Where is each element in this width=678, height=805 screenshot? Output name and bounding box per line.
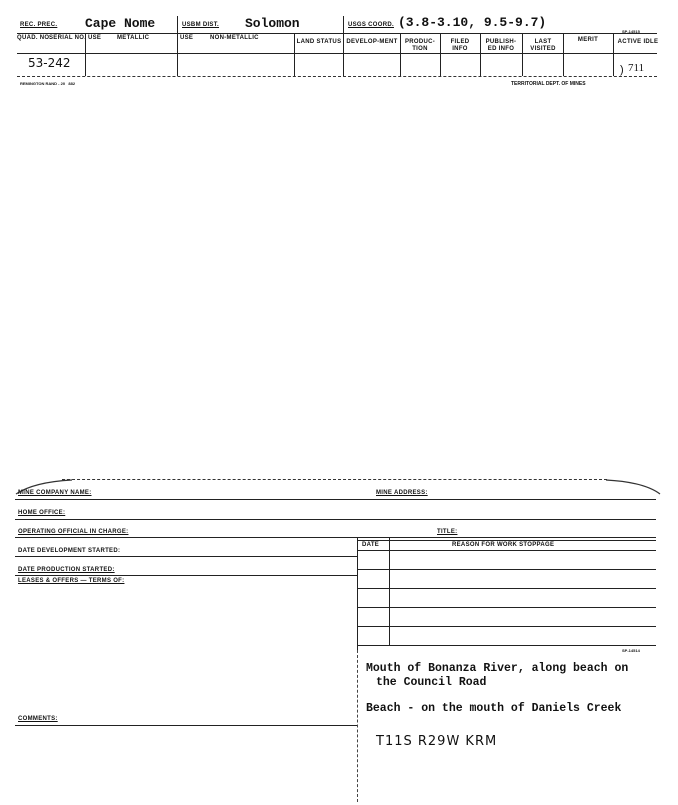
location-note-line-2: the Council Road — [376, 676, 487, 689]
comments-label: COMMENTS: — [18, 716, 58, 722]
reason-column-label: REASON FOR WORK STOPPAGE — [452, 542, 555, 548]
location-note-line-1: Mouth of Bonanza River, along beach on — [366, 662, 629, 675]
date-development-label: DATE DEVELOPMENT STARTED: — [18, 548, 121, 554]
mine-address-label: MINE ADDRESS: — [376, 490, 428, 496]
quad-serial-value: 53-242 — [28, 56, 71, 70]
handwritten-township-range: T11S R29W KRM — [376, 734, 498, 749]
front-form-number: SP-14515 — [622, 29, 640, 34]
merit-label: MERIT — [577, 37, 599, 43]
active-idle-bracket: ) — [620, 64, 624, 76]
back-form-number: SP-14514 — [622, 648, 640, 653]
active-idle-label: ACTIVE IDLE — [617, 39, 659, 45]
printer-label: REMINGTON RAND - 20 882 — [20, 81, 76, 86]
card-corner-right — [604, 476, 664, 496]
production-label: PRODUC-TION — [404, 39, 436, 52]
development-label: DEVELOP-MENT — [346, 39, 398, 45]
department-label: TERRITORIAL DEPT. OF MINES — [511, 81, 586, 87]
date-production-label: DATE PRODUCTION STARTED: — [18, 567, 115, 573]
usbm-dist-label: USBM DIST. — [182, 22, 220, 28]
use-label-1: USE — [88, 35, 102, 41]
usgs-coord-label: USGS COORD. — [348, 22, 394, 28]
location-note-line-3: Beach - on the mouth of Daniels Creek — [366, 702, 622, 715]
home-office-label: HOME OFFICE: — [18, 510, 66, 516]
active-idle-mark: 711 — [628, 62, 645, 74]
rec-prec-value: Cape Nome — [85, 16, 156, 31]
usgs-coord-value: (3.8-3.10, 9.5-9.7) — [398, 15, 547, 30]
published-info-label: PUBLISH-ED INFO — [485, 39, 517, 52]
serial-no-label: SERIAL NO. — [49, 35, 87, 41]
title-label: TITLE: — [437, 529, 458, 535]
leases-offers-label: LEASES & OFFERS — TERMS OF: — [18, 578, 125, 584]
quad-no-label: QUAD. NO. — [17, 35, 52, 41]
date-column-label: DATE — [362, 542, 380, 548]
non-metallic-label: NON-METALLIC — [210, 35, 259, 41]
usbm-dist-value: Solomon — [245, 16, 300, 31]
operating-official-label: OPERATING OFFICIAL IN CHARGE: — [18, 529, 129, 535]
last-visited-label: LAST VISITED — [530, 39, 556, 52]
filed-info-label: FILED INFO — [450, 39, 470, 52]
rec-prec-label: REC. PREC. — [20, 22, 58, 28]
metallic-label: METALLIC — [117, 35, 150, 41]
use-label-2: USE — [180, 35, 194, 41]
land-status-label: LAND STATUS — [296, 39, 342, 45]
mine-company-name-label: MINE COMPANY NAME: — [18, 490, 92, 496]
